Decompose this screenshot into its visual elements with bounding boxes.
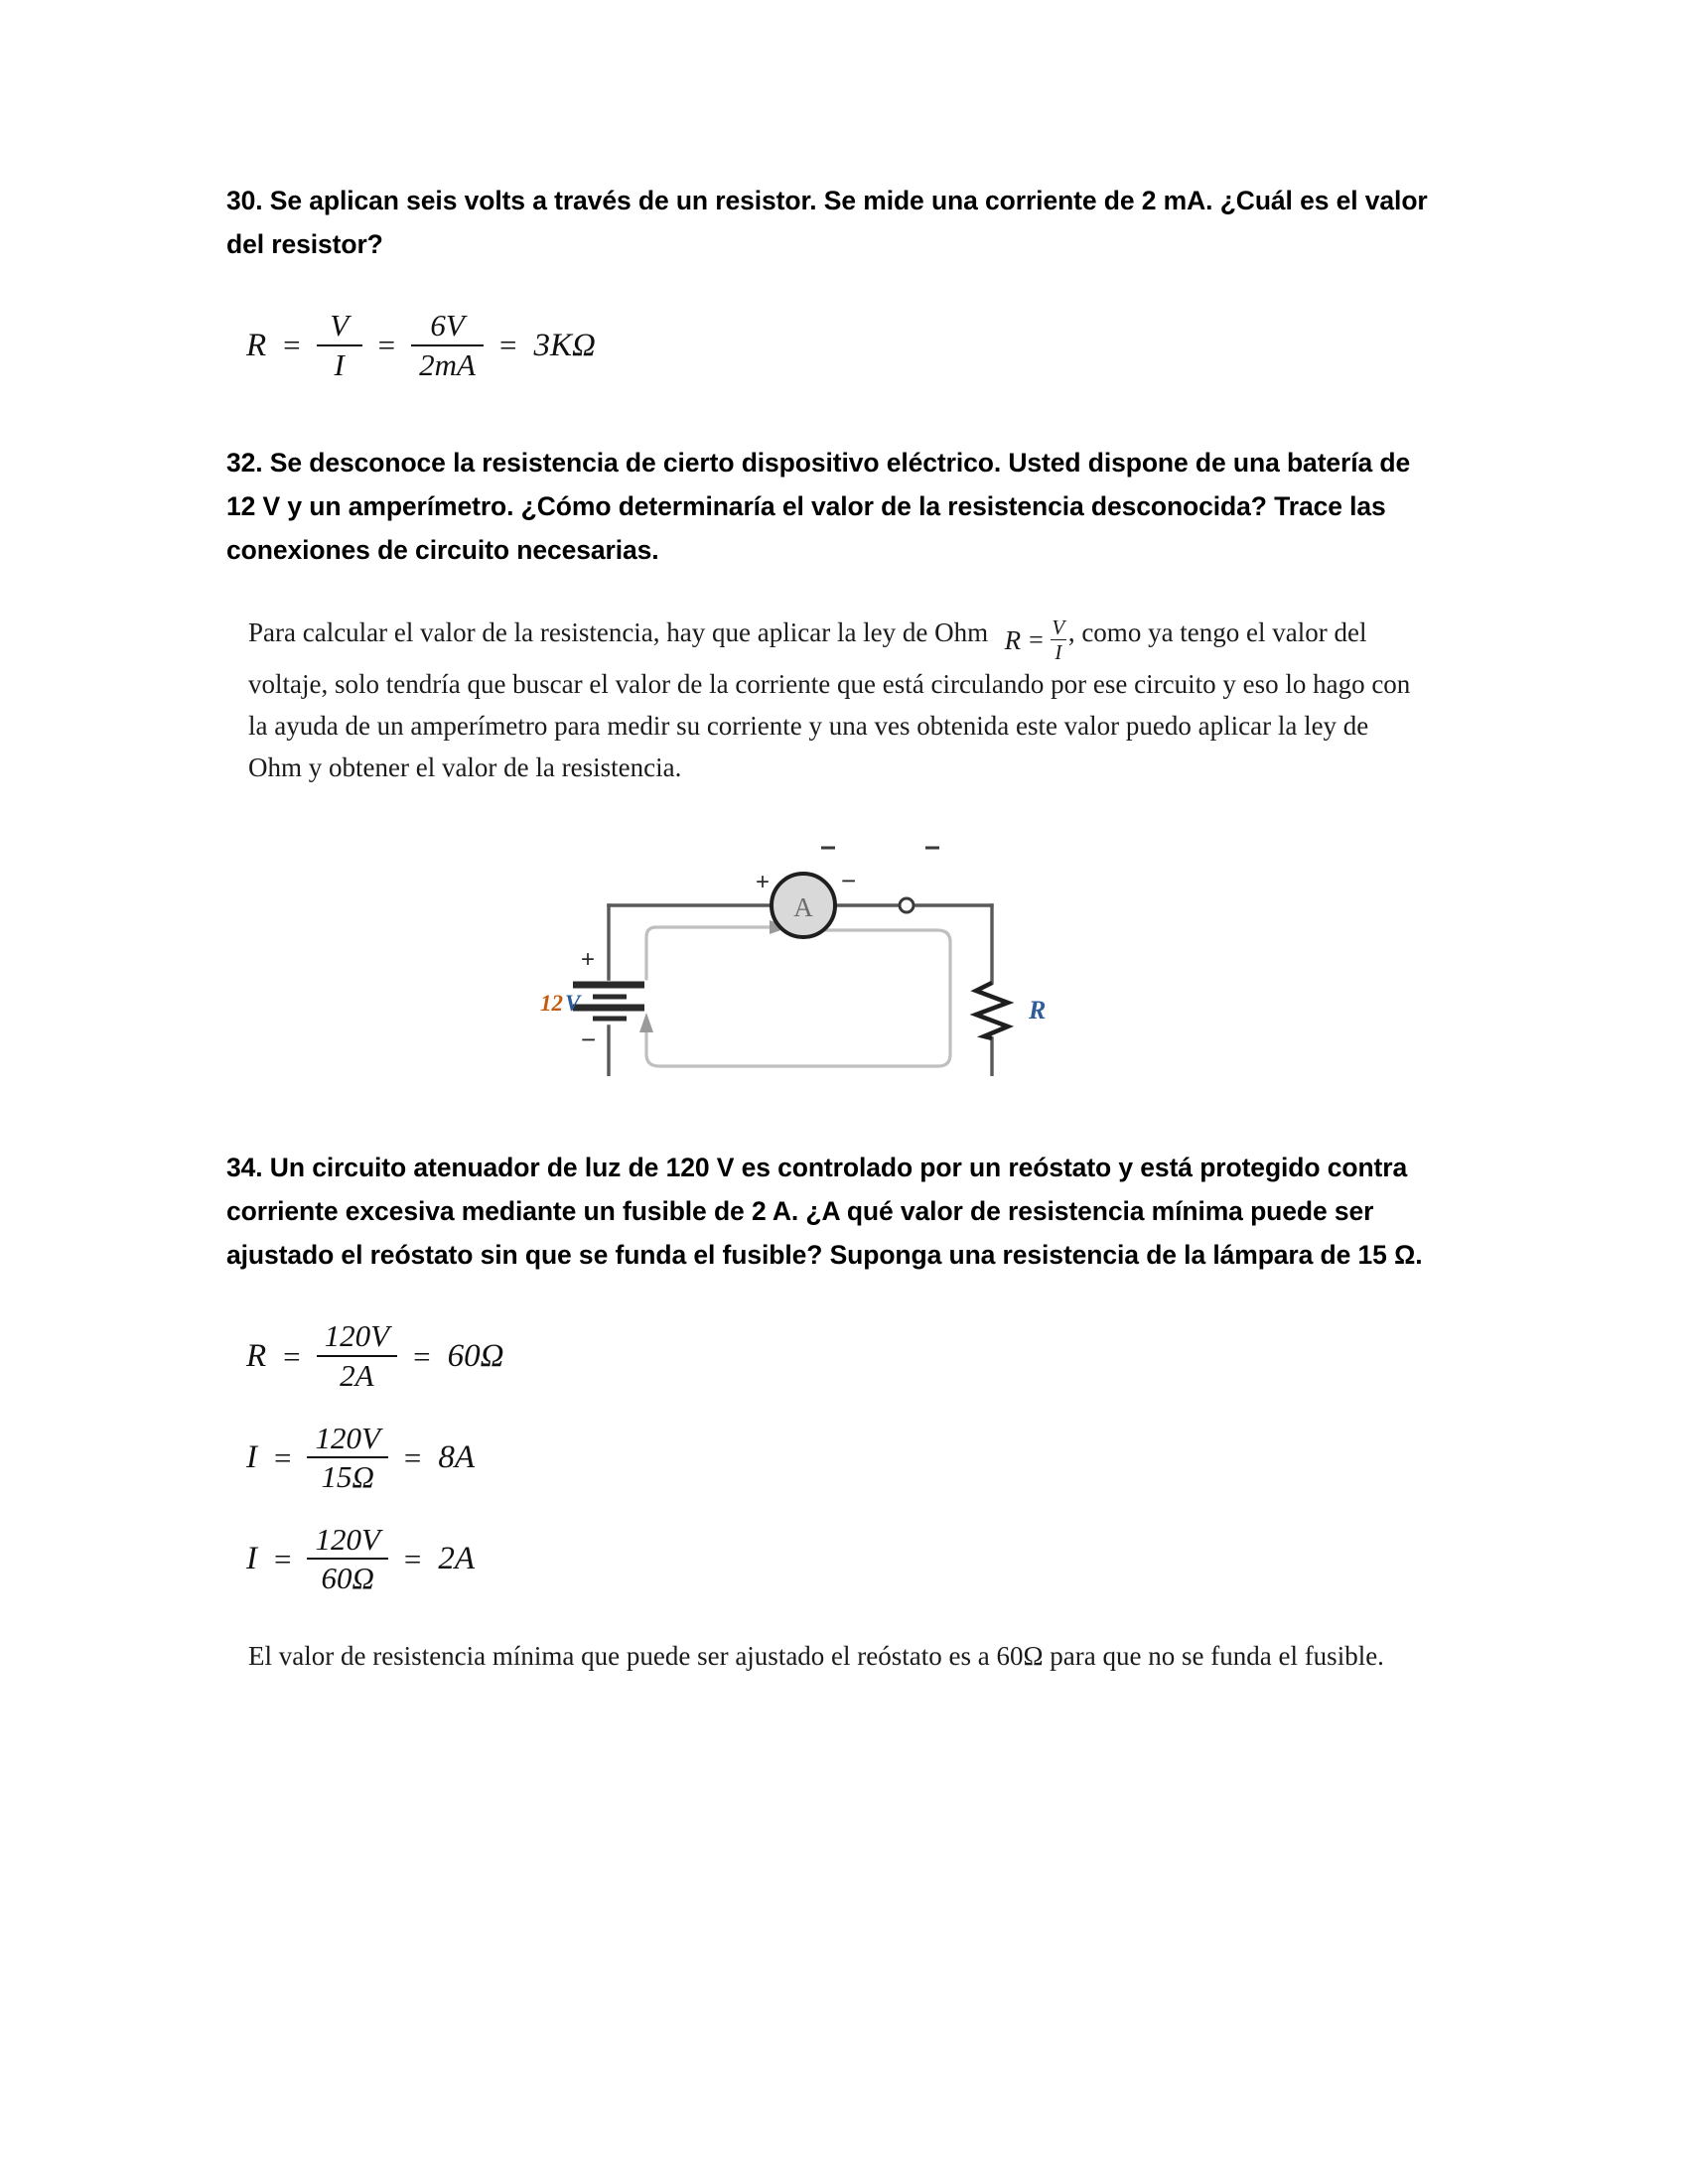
equation-34-1-result: 60Ω <box>447 1338 504 1375</box>
equation-34-1-denominator: 2A <box>340 1358 374 1394</box>
battery-voltage-unit: V <box>565 991 581 1017</box>
equation-34-2 <box>240 1420 1440 1495</box>
inline-formula-equals: = <box>1029 625 1044 655</box>
equation-34-3 <box>240 1521 1440 1596</box>
resistor-symbol <box>976 983 1008 1038</box>
question-34-statement: 34. Un circuito atenuador de luz de 120 V es controlado por un reóstato y está protegido contra corriente excesiva mediante un fusible de 2 A. ¿A qué valor de resistencia mínima puede ser ajustado el reóstato sin que se funda el fusible? Suponga una resistencia de la lámpara de 15 Ω. <box>226 1153 1423 1271</box>
inline-formula-fraction <box>1049 614 1068 665</box>
spacer <box>226 1595 1440 1635</box>
spacer <box>226 1076 1440 1146</box>
question-32-statement: 32. Se desconoce la resistencia de cierto dispositivo eléctrico. Usted dispone de una batería de 12 V y un amperímetro. ¿Cómo determinaría el valor de la resistencia desconocida? Trace las conexiones de circuito necesarias. <box>226 448 1411 566</box>
equation-34-2-equals-1: = <box>274 1439 292 1475</box>
resistor-label: R <box>1029 996 1047 1025</box>
spacer <box>226 572 1440 612</box>
equation-34-2-result: 8A <box>438 1439 476 1476</box>
ammeter-plus-sign: + <box>756 869 771 896</box>
equation-30-fraction-2 <box>406 310 489 381</box>
circuit-figure <box>226 828 1440 1076</box>
answer-32-inline-formula <box>1002 614 1068 665</box>
spacer <box>226 266 1440 310</box>
battery-voltage-label: 12 <box>540 991 563 1017</box>
equation-34-3-equals-2: = <box>403 1541 422 1576</box>
spacer <box>226 381 1440 441</box>
spacer <box>226 1393 1440 1423</box>
equation-30-fraction-2-numerator: 6V <box>430 308 465 342</box>
equation-34-1-equals-2: = <box>413 1338 431 1374</box>
question-30-statement: 30. Se aplican seis volts a través de un resistor. Se mide una corriente de 2 mA. ¿Cuál es el valor del resistor? <box>226 186 1428 259</box>
ammeter-minus-sign: − <box>841 866 857 896</box>
question-32-answer-paragraph <box>248 612 1420 788</box>
equation-34-1 <box>240 1320 1440 1392</box>
equation-34-3-denominator: 60Ω <box>321 1561 374 1596</box>
spacer <box>226 1277 1440 1320</box>
terminal-node-top <box>900 898 914 912</box>
equation-30-equals-2: = <box>377 328 396 363</box>
inline-formula-denominator: I <box>1055 640 1062 665</box>
current-flow-path <box>639 920 950 1066</box>
equation-30-fraction-2-denominator: 2mA <box>419 346 476 382</box>
equation-34-1-lhs: R <box>246 1338 267 1375</box>
battery-minus-sign: − <box>581 1024 597 1055</box>
spacer <box>226 1494 1440 1524</box>
battery-symbol <box>573 985 644 1019</box>
document-content <box>226 179 1440 1677</box>
equation-30-result: 3KΩ <box>533 327 596 363</box>
equation-30-equals-3: = <box>498 328 517 363</box>
equation-34-3-fraction <box>302 1521 392 1596</box>
equation-34-2-denominator: 15Ω <box>321 1459 374 1495</box>
equation-30-equals-1: = <box>283 328 301 363</box>
equation-34-3-numerator: 120V <box>315 1521 380 1557</box>
equation-30-lhs: R <box>246 327 267 363</box>
inline-formula-numerator: V <box>1052 614 1065 639</box>
equation-34-3-result: 2A <box>438 1541 476 1577</box>
equation-30-fraction-1-denominator: I <box>334 346 345 382</box>
answer-32-part-2: , como ya tengo el valor del voltaje, solo tendría que buscar el valor de la corriente que está circulando por ese circuito y eso lo hago con la ayuda de un amperímetro para medir su corriente y una ves obtenida este valor puedo aplicar la ley de Ohm y obtener el valor de la resistencia. <box>248 617 1411 783</box>
equation-34-2-fraction <box>302 1420 392 1495</box>
equation-34-1-fraction <box>312 1320 402 1392</box>
equation-34-2-equals-2: = <box>403 1439 422 1475</box>
inline-formula-lhs: R <box>1004 625 1022 656</box>
equation-30-fraction-1 <box>312 310 367 381</box>
spacer <box>226 788 1440 828</box>
battery-plus-sign: + <box>581 946 596 974</box>
equation-30-fraction-1-numerator: V <box>330 308 350 342</box>
current-arrow-bottom <box>639 1013 653 1032</box>
equation-34-1-equals-1: = <box>283 1338 301 1374</box>
answer-32-part-1: Para calcular el valor de la resistencia, hay que aplicar la ley de Ohm <box>248 617 989 648</box>
question-34-conclusion: El valor de resistencia mínima que puede ser ajustado el reóstato es a 60Ω para que no se funda el fusible. <box>248 1640 1384 1671</box>
ammeter-label: A <box>793 892 813 923</box>
equation-30 <box>240 310 1440 381</box>
equation-34-2-lhs: I <box>246 1439 257 1476</box>
equation-34-2-numerator: 120V <box>315 1420 380 1455</box>
circuit-diagram-svg <box>535 828 1131 1076</box>
equation-34-3-lhs: I <box>246 1541 257 1577</box>
equation-34-3-equals-1: = <box>274 1541 292 1576</box>
equation-34-1-numerator: 120V <box>324 1318 390 1354</box>
